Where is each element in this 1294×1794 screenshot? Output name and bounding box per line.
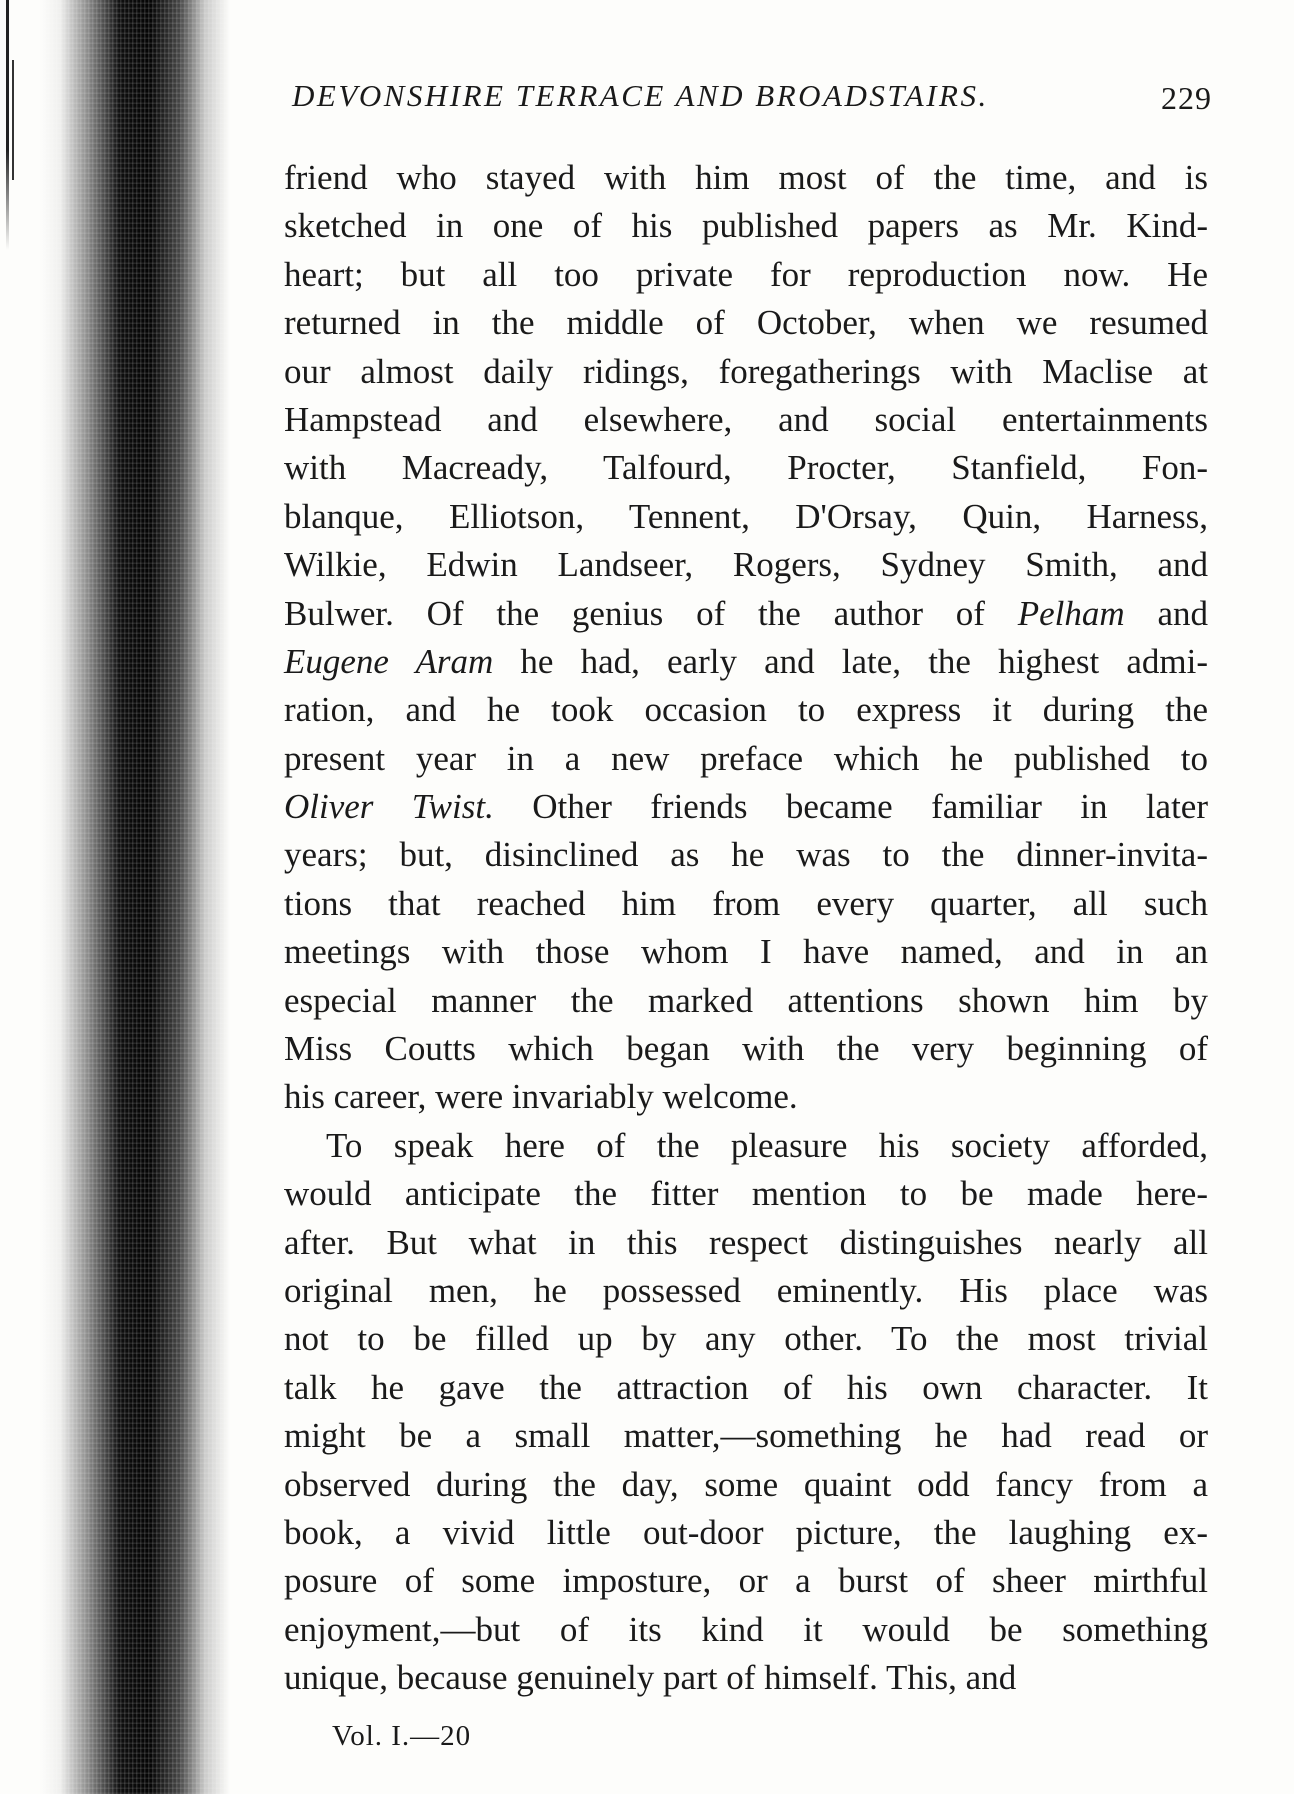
text-line — [284, 1509, 1208, 1557]
text-line — [284, 251, 1208, 299]
body-text — [284, 154, 1208, 1703]
text-line — [284, 783, 1208, 831]
text-line — [284, 154, 1208, 202]
italic-title: Pelham — [1017, 593, 1125, 633]
text-run: years; but, disinclined as he was to the dinner-invita- — [284, 835, 1208, 875]
text-run: not to be filled up by any other. To the most trivial — [284, 1319, 1208, 1359]
page-number: 229 — [1161, 80, 1212, 116]
binding-gutter-texture — [40, 0, 230, 1794]
text-line — [284, 1122, 1208, 1170]
text-run: heart; but all too private for reproduction now. He — [284, 254, 1208, 294]
text-line — [284, 1606, 1208, 1654]
text-line — [284, 928, 1208, 976]
text-run: meetings with those whom I have named, and in an — [284, 932, 1208, 972]
text-line — [284, 1654, 1208, 1702]
text-run: might be a small matter,—something he had read or — [284, 1416, 1208, 1456]
text-line — [284, 1315, 1208, 1363]
text-line — [284, 1025, 1208, 1073]
text-run: Bulwer. Of the genius of the author of — [284, 593, 1018, 633]
text-line — [284, 541, 1208, 589]
text-line — [284, 1267, 1208, 1315]
text-line — [284, 1073, 1208, 1121]
text-run: Wilkie, Edwin Landseer, Rogers, Sydney Smith, and — [284, 545, 1208, 585]
signature-mark: Vol. I.—20 — [332, 1720, 472, 1752]
text-line — [284, 1557, 1208, 1605]
text-run: sketched in one of his published papers as Mr. Kind- — [284, 206, 1208, 246]
text-run: blanque, Elliotson, Tennent, D'Orsay, Quin, Harness, — [284, 496, 1208, 536]
text-run: after. But what in this respect distinguishes nearly all — [284, 1222, 1208, 1262]
running-title: DEVONSHIRE TERRACE AND BROADSTAIRS. — [292, 78, 989, 113]
text-line — [284, 1461, 1208, 1509]
text-run: would anticipate the fitter mention to be made here- — [284, 1174, 1208, 1214]
page-edge-mark — [6, 0, 9, 250]
text-run: ration, and he took occasion to express it during the — [284, 690, 1208, 730]
text-run: tions that reached him from every quarter, all such — [284, 883, 1208, 923]
text-run: original men, he possessed eminently. His place was — [284, 1270, 1208, 1310]
text-run: posure of some imposture, or a burst of sheer mirthful — [284, 1561, 1208, 1601]
text-run: and — [1124, 593, 1208, 633]
italic-title: Eugene Aram — [284, 641, 494, 681]
text-line — [284, 396, 1208, 444]
text-line — [284, 348, 1208, 396]
text-run: Hampstead and elsewhere, and social entertainments — [284, 399, 1208, 439]
text-line — [284, 590, 1208, 638]
text-line — [284, 444, 1208, 492]
text-line — [284, 638, 1208, 686]
text-run: he had, early and late, the highest admi- — [493, 641, 1209, 681]
text-run: enjoyment,—but of its kind it would be something — [284, 1609, 1208, 1649]
text-line — [284, 1170, 1208, 1218]
text-line — [284, 1364, 1208, 1412]
text-run: talk he gave the attraction of his own character. It — [284, 1367, 1208, 1407]
text-line — [284, 977, 1208, 1025]
italic-title: Oliver Twist. — [284, 787, 494, 827]
text-run: book, a vivid little out-door picture, the laughing ex- — [284, 1512, 1208, 1552]
text-run: present year in a new preface which he published to — [284, 738, 1208, 778]
text-run: with Macready, Talfourd, Procter, Stanfield, Fon- — [284, 448, 1208, 488]
text-run: friend who stayed with him most of the time, and is — [284, 158, 1208, 197]
text-run: especial manner the marked attentions shown him by — [284, 980, 1208, 1020]
text-line — [284, 735, 1208, 783]
text-run: our almost daily ridings, foregatherings with Maclise at — [284, 351, 1208, 391]
text-line — [284, 202, 1208, 250]
text-run: To speak here of the pleasure his society afforded, — [326, 1125, 1208, 1165]
text-line — [284, 880, 1208, 928]
page-edge-mark — [12, 60, 14, 180]
paragraph — [284, 1122, 1208, 1703]
text-run: Miss Coutts which began with the very beginning of — [284, 1029, 1208, 1069]
running-header — [292, 74, 1212, 124]
text-run: observed during the day, some quaint odd fancy from a — [284, 1464, 1208, 1504]
text-line — [284, 493, 1208, 541]
text-run: unique, because genuinely part of himself. This, and — [284, 1658, 1017, 1698]
text-run: returned in the middle of October, when we resumed — [284, 303, 1208, 343]
text-line — [284, 1412, 1208, 1460]
text-line — [284, 1219, 1208, 1267]
paragraph — [284, 154, 1208, 1122]
text-run: his career, were invariably welcome. — [284, 1077, 798, 1117]
text-line — [284, 686, 1208, 734]
text-line — [284, 831, 1208, 879]
text-line — [284, 299, 1208, 347]
text-run: Other friends became familiar in later — [493, 787, 1208, 827]
